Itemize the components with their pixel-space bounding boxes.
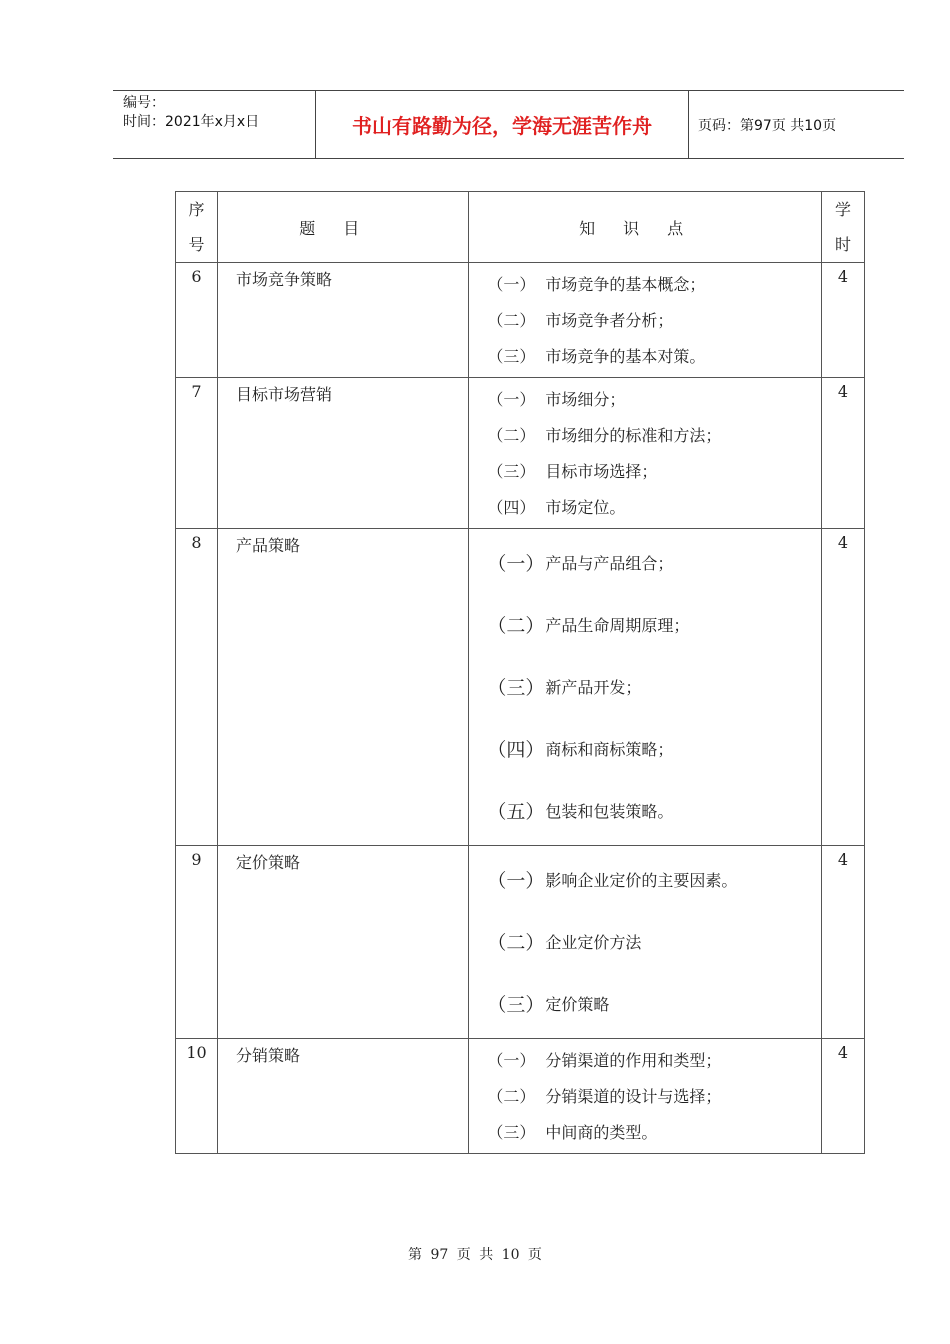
page-footer: 第 97 页 共 10 页 — [408, 1247, 542, 1263]
knowledge-point: （一） 市场细分； — [487, 389, 626, 409]
knowledge-point: （二） 市场竞争者分析； — [487, 310, 674, 330]
knowledge-point: （三） 目标市场选择； — [487, 461, 658, 481]
row-topic: 分销策略 — [218, 1039, 469, 1154]
row-no: 10 — [176, 1039, 218, 1154]
page-header — [113, 90, 904, 159]
row-hours: 4 — [821, 1039, 864, 1154]
row-no: 6 — [176, 263, 218, 378]
knowledge-point: （三） 市场竞争的基本对策。 — [487, 346, 706, 366]
row-topic: 定价策略 — [218, 846, 469, 1039]
table-row — [176, 263, 865, 378]
knowledge-point: （一） 影响企业定价的主要因素。 — [487, 869, 738, 892]
row-topic: 目标市场营销 — [218, 378, 469, 529]
header-meta — [113, 91, 315, 158]
knowledge-point: （四） 商标和商标策略； — [487, 738, 674, 761]
row-no: 9 — [176, 846, 218, 1039]
row-knowledge — [469, 378, 822, 529]
header-motto: 书山有路勤为径，学海无涯苦作舟 — [315, 91, 689, 158]
header-hours: 学 时 — [821, 192, 864, 263]
row-topic: 产品策略 — [218, 529, 469, 846]
row-hours: 4 — [821, 263, 864, 378]
knowledge-point: （二） 市场细分的标准和方法； — [487, 425, 722, 445]
row-topic: 市场竞争策略 — [218, 263, 469, 378]
time-label: 时间：2021年x月x日 — [123, 114, 260, 130]
row-no: 7 — [176, 378, 218, 529]
header-no: 序 号 — [176, 192, 218, 263]
table-header-row — [176, 192, 865, 263]
number-label: 编号： — [123, 95, 165, 111]
knowledge-point: （一） 产品与产品组合； — [487, 552, 674, 575]
knowledge-point: （二） 企业定价方法 — [487, 931, 642, 954]
knowledge-point: （二） 分销渠道的设计与选择； — [487, 1086, 722, 1106]
row-knowledge — [469, 263, 822, 378]
knowledge-point: （三） 中间商的类型。 — [487, 1122, 658, 1142]
header-page-info: 页码：第97页 共10页 — [698, 117, 837, 134]
knowledge-point: （一） 分销渠道的作用和类型； — [487, 1050, 722, 1070]
header-topic: 题目 — [218, 192, 469, 263]
knowledge-point: （三） 定价策略 — [487, 993, 610, 1016]
table-row — [176, 846, 865, 1039]
header-knowledge: 知识点 — [469, 192, 822, 263]
knowledge-point: （一） 市场竞争的基本概念； — [487, 274, 706, 294]
syllabus-table — [175, 191, 865, 1154]
row-hours: 4 — [821, 378, 864, 529]
knowledge-point: （三） 新产品开发； — [487, 676, 642, 699]
knowledge-point: （二） 产品生命周期原理； — [487, 614, 690, 637]
row-hours: 4 — [821, 529, 864, 846]
table-row — [176, 529, 865, 846]
table-row — [176, 1039, 865, 1154]
table-row — [176, 378, 865, 529]
knowledge-point: （四） 市场定位。 — [487, 497, 626, 517]
row-knowledge — [469, 846, 822, 1039]
knowledge-point: （五） 包装和包装策略。 — [487, 800, 674, 823]
row-hours: 4 — [821, 846, 864, 1039]
row-knowledge — [469, 529, 822, 846]
row-no: 8 — [176, 529, 218, 846]
row-knowledge — [469, 1039, 822, 1154]
